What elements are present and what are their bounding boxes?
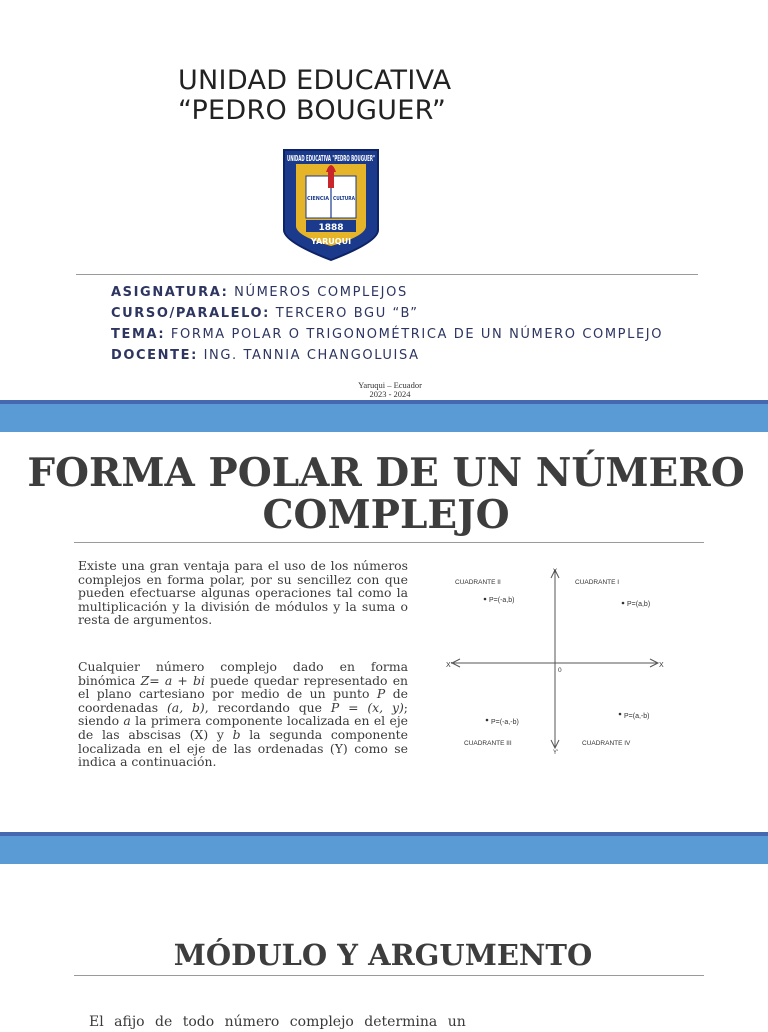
info-value: TERCERO BGU “B” xyxy=(275,306,419,321)
paragraph-polar-advantage: Existe una gran ventaja para el uso de los números complejos en forma polar, por su sencillez con que pueden efectuarse algunas operaciones tal como la multiplicación y la división de módulos y la suma o resta de argumentos. xyxy=(78,558,408,628)
crest-top-text: UNIDAD EDUCATIVA "PEDRO BOUGUER" xyxy=(287,154,376,163)
crest-bottom-text: YARUQUI xyxy=(310,237,352,246)
text: ; siendo xyxy=(78,699,408,729)
point-q2 xyxy=(484,598,487,601)
school-name-line-1: UNIDAD EDUCATIVA xyxy=(178,65,452,96)
variable: b xyxy=(232,726,241,742)
slide-footer xyxy=(300,381,480,399)
text: la primera componente localizada en el eje de las abscisas (X) y xyxy=(78,713,408,742)
divider xyxy=(74,542,704,543)
divider xyxy=(74,975,704,976)
info-label: TEMA: xyxy=(111,327,166,342)
text: de coordenadas xyxy=(78,686,408,715)
quadrant-2-label: CUADRANTE II xyxy=(455,579,501,586)
school-crest-logo xyxy=(276,142,386,262)
quadrant-1-label: CUADRANTE I xyxy=(575,579,620,586)
text: puede quedar representado en el plano cartesiano por medio de un punto xyxy=(78,672,409,702)
variable: a xyxy=(123,713,131,729)
x-neg-label: X' xyxy=(446,662,453,669)
info-label: ASIGNATURA: xyxy=(111,285,229,300)
info-value: NÚMEROS COMPLEJOS xyxy=(234,285,408,300)
divider xyxy=(76,274,698,275)
cartesian-plane-diagram xyxy=(440,560,670,760)
paragraph-module-argument: El afijo de todo número complejo determina un xyxy=(89,1014,466,1030)
slide-title: MÓDULO Y ARGUMENTO xyxy=(173,938,593,972)
school-name xyxy=(178,66,451,126)
point-q3 xyxy=(486,719,489,722)
equation: Z= a + bi xyxy=(140,672,205,688)
slide-separator-band xyxy=(0,832,768,864)
info-course xyxy=(111,306,671,321)
footer-city: Yaruqui – Ecuador xyxy=(358,380,422,390)
info-value: FORMA POLAR O TRIGONOMÉTRICA DE UN NÚMERO COMPLEJO xyxy=(170,327,664,342)
quadrant-4-label: CUADRANTE IV xyxy=(582,740,631,747)
crest-book-right: CULTURA xyxy=(333,196,356,202)
origin-label: 0 xyxy=(558,667,562,674)
info-label: CURSO/PARALELO: xyxy=(111,306,270,321)
point-q3-label: P=(-a,-b) xyxy=(491,719,519,726)
slide-separator-band xyxy=(0,400,768,432)
coordinates: (a, b) xyxy=(166,699,205,715)
info-value: ING. TANNIA CHANGOLUISA xyxy=(203,348,420,363)
crest-year: 1888 xyxy=(318,223,344,233)
info-subject xyxy=(111,285,671,300)
y-neg-label: Y' xyxy=(553,750,559,756)
point-q4-label: P=(a,-b) xyxy=(624,713,650,720)
slide-title: FORMA POLAR DE UN NÚMERO COMPLEJO xyxy=(27,450,745,538)
course-info xyxy=(111,285,671,369)
school-name-line-2: “PEDRO BOUGUER” xyxy=(178,95,447,126)
info-topic xyxy=(111,327,671,342)
text: Cualquier número complejo dado en forma binómica xyxy=(78,659,408,688)
paragraph-complex-plane xyxy=(78,660,408,769)
info-teacher xyxy=(111,348,671,363)
point-q4 xyxy=(619,713,622,716)
point-q1 xyxy=(622,602,625,605)
point-q2-label: P=(-a,b) xyxy=(489,597,515,604)
text: , recordando que xyxy=(204,699,331,715)
variable: P xyxy=(376,686,386,702)
y-label: Y xyxy=(553,569,558,575)
crest-book-left: CIENCIA xyxy=(307,196,330,202)
text: la segunda componente localizada en el eje de las ordenadas (Y) como se indica a continuación. xyxy=(78,726,408,770)
x-label: X xyxy=(659,662,664,669)
equation: P = (x, y) xyxy=(330,699,404,715)
footer-year: 2023 - 2024 xyxy=(369,389,411,399)
info-label: DOCENTE: xyxy=(111,348,198,363)
quadrant-3-label: CUADRANTE III xyxy=(464,740,512,747)
point-q1-label: P=(a,b) xyxy=(627,601,651,608)
